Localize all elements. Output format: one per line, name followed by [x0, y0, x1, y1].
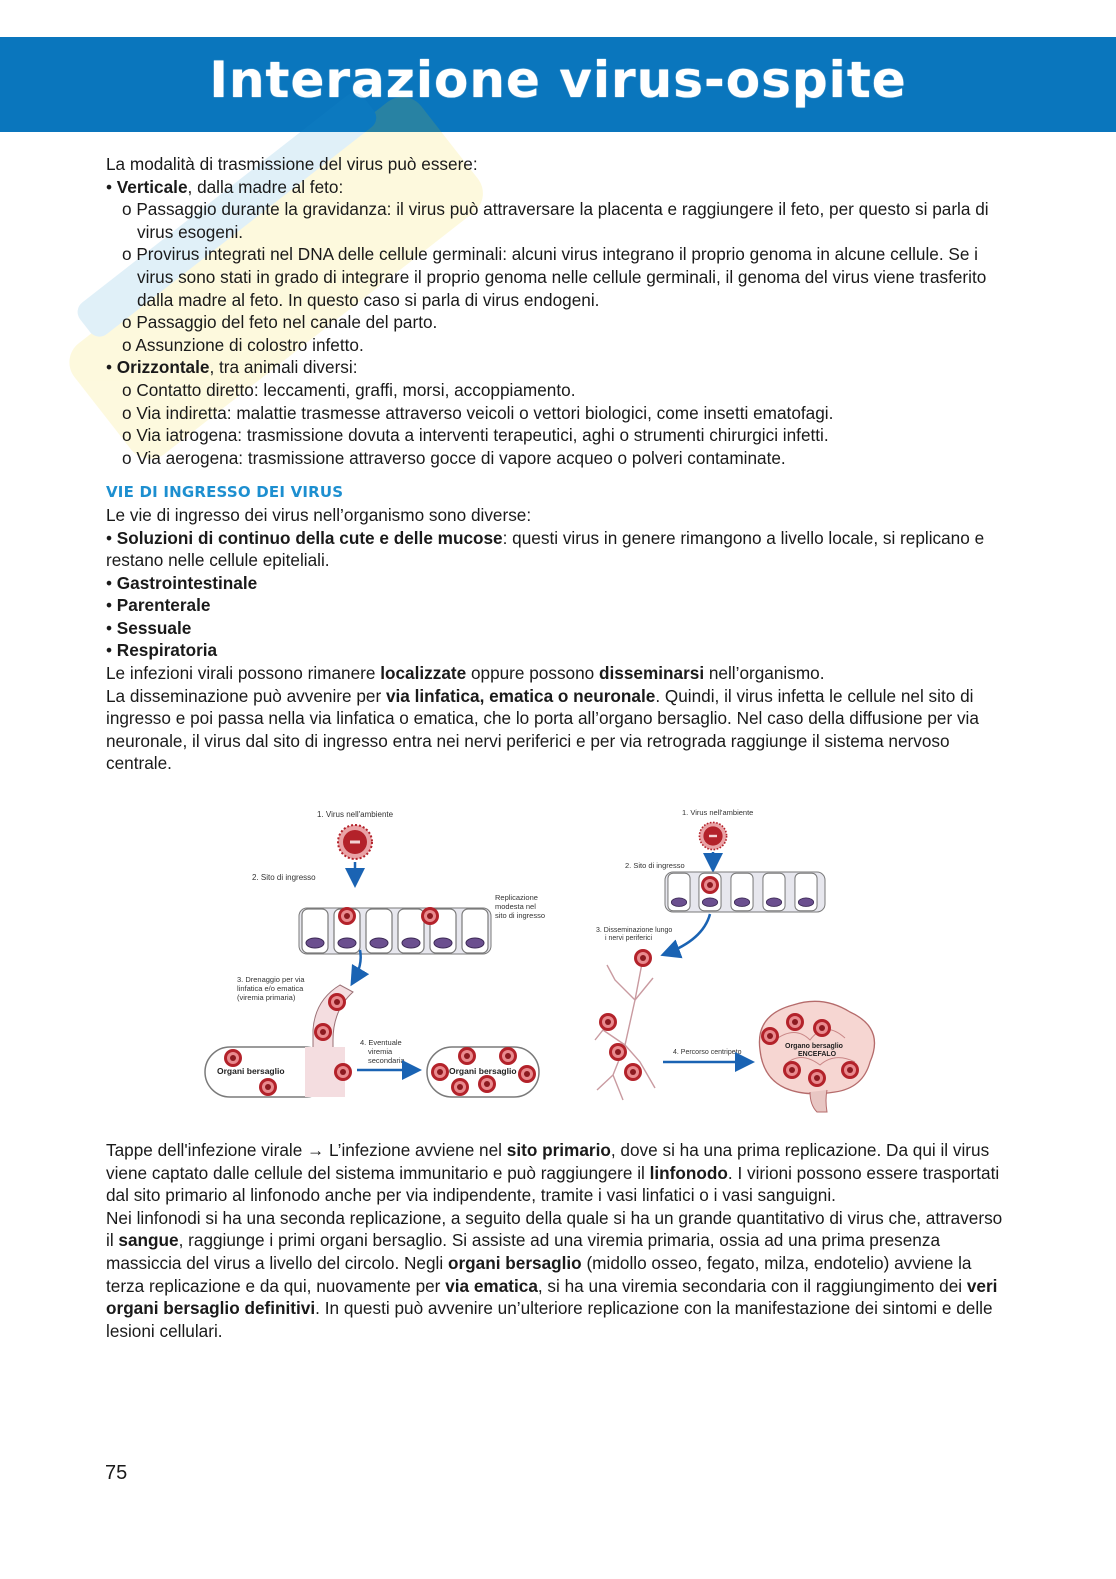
list-item: o Passaggio durante la gravidanza: il virus può attraversare la placenta e raggiungere il feto, per questo si parla di virus esogeni.	[122, 199, 989, 242]
virus-spread-diagram	[195, 800, 895, 1115]
route-item: • Respiratoria	[106, 640, 218, 661]
transmission-intro: La modalità di trasmissione del virus può essere:	[106, 154, 478, 174]
route-item: • Gastrointestinale	[106, 572, 258, 593]
main-content	[106, 153, 1006, 775]
left-step4-label: 4. Eventuale	[360, 1038, 402, 1047]
list-item: o Via iatrogena: trasmissione dovuta a interventi terapeutici, aghi o strumenti chirurgici infetti.	[122, 425, 829, 446]
svg-text:viremia: viremia	[368, 1047, 393, 1056]
svg-text:linfatica e/o ematica: linfatica e/o ematica	[237, 984, 304, 993]
section-title: VIE DI INGRESSO DEI VIRUS	[106, 483, 344, 502]
svg-text:modesta nel: modesta nel	[495, 902, 536, 911]
svg-text:ENCEFALO: ENCEFALO	[798, 1051, 837, 1058]
list-item: o Assunzione di colostro infetto.	[122, 334, 364, 355]
page-number: 75	[105, 1462, 128, 1484]
page-header	[0, 37, 1116, 132]
route-item: • Sessuale	[106, 617, 192, 638]
svg-text:sito di ingresso: sito di ingresso	[495, 911, 546, 920]
infection-stages	[106, 1139, 1006, 1342]
right-step4-label: 4. Percorso centripeto	[673, 1049, 742, 1056]
brain-illustration	[759, 1001, 874, 1112]
horizontal-heading: • Orizzontale, tra animali diversi:	[106, 357, 358, 378]
svg-text:secondaria: secondaria	[368, 1056, 405, 1065]
list-item: o Via indiretta: malattie trasmesse attraverso veicoli o vettori biologici, come insetti ematofagi.	[122, 402, 834, 423]
organ-target-label: Organi bersaglio	[217, 1066, 285, 1076]
left-step1-label: 1. Virus nell'ambiente	[317, 810, 394, 819]
list-item: o Passaggio del feto nel canale del parto.	[122, 312, 438, 333]
svg-text:(viremia primaria): (viremia primaria)	[237, 993, 296, 1002]
right-step3-label: 3. Disseminazione lungo	[596, 927, 673, 934]
right-panel	[595, 808, 875, 1112]
entry-skin: • Soluzioni di continuo della cute e delle mucose: questi virus in genere rimangono a livello locale, si replicano e restano nelle cellule epiteliali.	[106, 527, 985, 571]
svg-text:i nervi periferici: i nervi periferici	[605, 935, 653, 942]
left-panel	[205, 810, 545, 1097]
localization-text: Le infezioni virali possono rimanere localizzate oppure possono disseminarsi nell’organismo.	[106, 663, 825, 684]
right-step1-label: 1. Virus nell'ambiente	[682, 808, 754, 817]
route-item: • Parenterale	[106, 595, 211, 616]
right-step2-label: 2. Sito di ingresso	[625, 861, 685, 870]
dissemination-text: La disseminazione può avvenire per via linfatica, ematica o neuronale. Quindi, il virus infetta le cellule nel sito di ingresso e poi passa nella via linfatica o ematica, che lo porta all’organo bersaglio. Nel caso della diffusione per via neuronale, il virus dal sito di ingresso entra nei nervi periferici e per via retrograda raggiunge il sistema nervoso centrale.	[106, 685, 979, 774]
left-step2-label: 2. Sito di ingresso	[252, 873, 316, 882]
list-item: o Provirus integrati nel DNA delle cellule germinali: alcuni virus integrano il proprio genoma in alcune cellule. Se i virus sono stati in grado di integrare il proprio genoma nelle cellule germinali, il genoma del virus viene trasferito dalla madre al feto. In questo caso si parla di virus endogeni.	[122, 244, 987, 310]
entry-intro: Le vie di ingresso dei virus nell’organismo sono diverse:	[106, 504, 532, 525]
virus-particle	[338, 825, 372, 859]
replication-label: Replicazione	[495, 893, 538, 902]
left-step3-label: 3. Drenaggio per via	[237, 975, 305, 984]
list-item: o Contatto diretto: leccamenti, graffi, morsi, accoppiamento.	[122, 379, 576, 400]
stages-paragraph-1: Tappe dell'infezione virale → L’infezione avviene nel sito primario, dove si ha una prima replicazione. Da qui il virus viene captato dalle cellule del sistema immunitario e può raggiungere il linfonodo. I virioni possono essere trasportati dal sito primario al linfonodo anche per via indipendente, tramite i vasi linfatici o i vasi sanguigni.	[106, 1140, 1000, 1206]
vertical-heading: • Verticale, dalla madre al feto:	[106, 176, 344, 197]
organ-target-label: Organi bersaglio	[449, 1066, 517, 1076]
stages-paragraph-2: Nei linfonodi si ha una seconda replicazione, a seguito della quale si ha un grande quantitativo di virus che, attraverso il sangue, raggiunge i primi organi bersaglio. Si assiste ad una viremia primaria, ossia ad una prima presenza massiccia del virus a livello del circolo. Negli organi bersaglio (midollo osseo, fegato, milza, endotelio) avviene la terza replicazione e da qui, nuovamente per via ematica, si ha una viremia secondaria con il raggiungimento dei veri organi bersaglio definitivi. In questi può avvenire un’ulteriore replicazione con la manifestazione dei sintomi e delle lesioni cellulari.	[106, 1207, 1003, 1341]
page-title: Interazione virus-ospite	[209, 51, 907, 109]
list-item: o Via aerogena: trasmissione attraverso gocce di vapore acqueo o polveri contaminate.	[122, 447, 786, 468]
brain-target-label: Organo bersaglio	[785, 1043, 843, 1050]
